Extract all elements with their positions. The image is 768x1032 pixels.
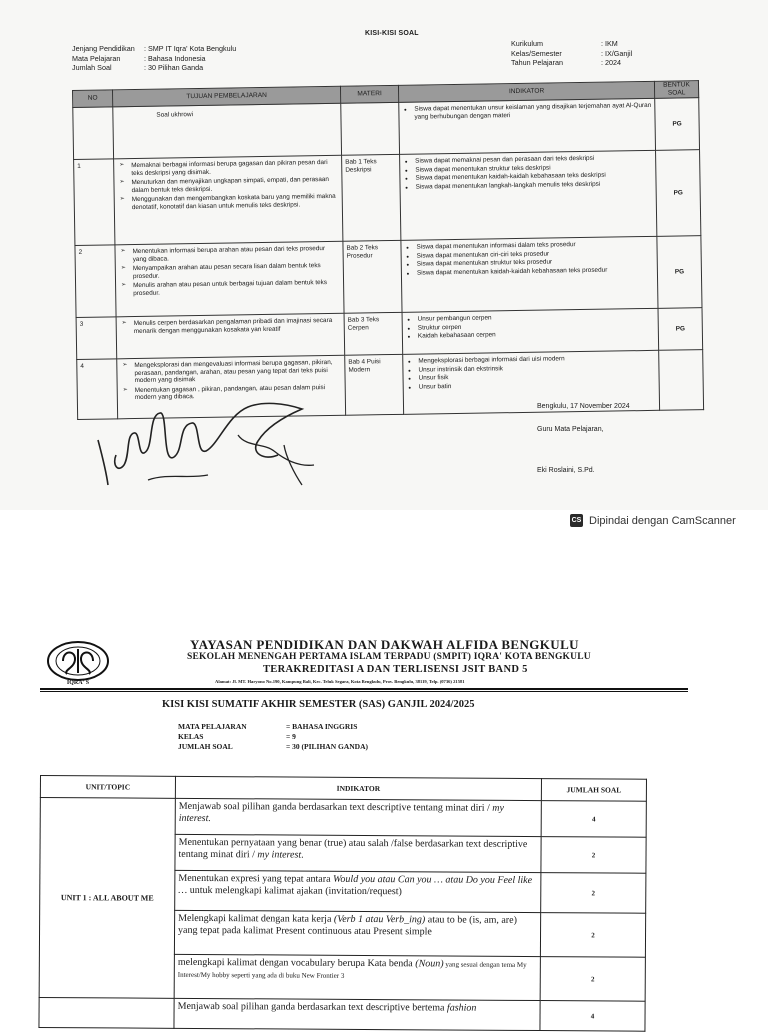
header-tujuan: TUJUAN PEMBELAJARAN	[113, 86, 341, 107]
list-item: ➢ Memaknai berbagai informasi berupa gagasan dan pikiran pesan dari teks deskripsi yang disimak.	[131, 159, 338, 177]
tujuan-text: Soal ukhrowi	[156, 111, 194, 119]
question-count: 2	[540, 957, 645, 1002]
list-item: ➢ Menuturkan dan menyajikan ungkapan simpati, empati, dan perasaan dalam bentuk teks deskripsi.	[131, 176, 338, 194]
meta-row-tahun: Tahun Pelajaran : 2024	[511, 58, 621, 67]
bentuk-soal: PG	[656, 150, 701, 237]
header-indikator: INDIKATOR	[398, 81, 654, 102]
table-row: Melengkapi kalimat dengan kata kerja (Verb 1 atau Verb_ing) atau to be (is, am, are) yang tepat pada kalimat Present continuous atau Present simple 2	[39, 910, 645, 958]
accreditation: TERAKREDITASI A DAN TERLISENSI JSIT BAND 5	[263, 664, 528, 675]
meta-row-jenjang: Jenjang Pendidikan : SMP IT Iqra' Kota Bengkulu	[72, 44, 237, 53]
bentuk-soal: PG	[655, 98, 700, 151]
list-item: ➢ Menulis cerpen berdasarkan pengalaman pribadi dan imajinasi secara menarik dengan menggunakan kosakata yan kreatif	[134, 317, 341, 335]
header-materi: MATERI	[340, 85, 398, 103]
right-meta-block	[511, 39, 632, 68]
kisi-table-indonesia	[72, 80, 704, 420]
list-item: ➢ Menentukan gagasan , pikiran, pandangan, atau pesan dalam puisi modern yang dibaca.	[135, 384, 342, 402]
meta-row-mapel: Mata Pelajaran : Bahasa Indonesia	[72, 53, 206, 63]
document-title-2: KISI KISI SUMATIF AKHIR SEMESTER (SAS) GANJIL 2024/2025	[162, 699, 475, 710]
table-row: Menjawab soal pilihan ganda berdasarkan text descriptive bertema fashion 4	[39, 997, 645, 1031]
list-item: • Unsur pembangun cerpen	[418, 312, 655, 323]
meta-row-kelas: Kelas/Semester : IX/Ganjil	[511, 48, 633, 58]
list-item: • Siswa dapat menentukan langkah-langkah menulis teks deskripsi	[416, 180, 653, 191]
list-item: ➢ Menggunakan dan mengembangkan koskata baru yang memiliki makna denotatif, konotatif dan kiasan untuk menulis teks deskripsi.	[132, 193, 339, 211]
camscanner-label: Dipindai dengan CamScanner	[589, 514, 736, 527]
table-row: Menentukan pernyataan yang benar (true) atau salah /false berdasarkan text descriptive tentang minat diri / my interest. 2	[40, 834, 646, 874]
teacher-role: Guru Mata Pelajaran,	[537, 426, 604, 433]
unit-cell: UNIT 1 : ALL ABOUT ME	[39, 798, 175, 999]
list-item: • Siswa dapat menentukan struktur teks deskripsi	[415, 162, 652, 173]
address: Alamat: Jl. MT. Haryono No.190, Kampung Bali, Kec. Teluk Segara, Kota Bengkulu, Prov. Bengkulu, 38119, Telp. (0736) 21581	[215, 679, 465, 684]
list-item: • Struktur cerpen	[418, 320, 655, 331]
document-title: KISI-KISI SOAL	[365, 30, 419, 37]
header-bentuk: BENTUK SOAL	[654, 81, 698, 99]
bentuk-soal: PG	[658, 308, 703, 351]
bentuk-soal: PG	[657, 236, 702, 309]
list-item: • Siswa dapat memaknai pesan dan perasaan dari teks deskripsi	[415, 154, 652, 165]
camscanner-badge	[570, 514, 736, 527]
list-item: • Unsur instrinsik dan ekstrinsik	[418, 362, 655, 373]
list-item: • Siswa dapat menentukan ciri-ciri teks prosedur	[417, 248, 654, 259]
list-item: • Siswa dapat menentukan struktur teks prosedur	[417, 257, 654, 268]
place-date: Bengkulu, 17 November 2024	[537, 403, 630, 410]
header-no: NO	[73, 90, 113, 108]
list-item: • Unsur fisik	[419, 371, 656, 382]
table-row: Menentukan expresi yang tepat antara Would you atau Can you … atau Do you Feel like … untuk melengkapi kalimat ajakan (invitation/request) 2	[40, 870, 646, 914]
meta-row-kelas: KELAS = 9	[178, 732, 296, 741]
question-count: 2	[541, 837, 646, 874]
org-name: YAYASAN PENDIDIKAN DAN DAKWAH ALFIDA BENGKULU	[190, 637, 579, 652]
meta-row-jumlah: Jumlah Soal : 30 Pilihan Ganda	[72, 63, 204, 72]
header-indikator: INDIKATOR	[175, 776, 541, 800]
header-divider	[40, 688, 688, 690]
list-item: • Siswa dapat menentukan informasi dalam teks prosedur	[416, 240, 653, 251]
list-item: ➢ Mengeksplorasi dan mengevaluasi informasi berupa gagasan, pikiran, perasaan, pandangan, arahan, atau pesan yang tepat dari teks puisi modern yang disimak	[134, 359, 341, 385]
table-row: 3 ➢ Menulis cerpen berdasarkan pengalaman pribadi dan imajinasi secara menarik dengan menggunakan kosakata yan kreatif Bab 3 Teks Cerpen • Unsur pembangun cerpen • Struktur cerpen • Kaidah kebahasaan cerpen PG	[76, 308, 703, 360]
table-row: 4 ➢ Mengeksplorasi dan mengevaluasi informasi berupa gagasan, pikiran, perasaan, pandangan, arahan, atau pesan yang tepat dari teks puisi modern yang disimak ➢ Menentukan gagasan , pikiran, pandangan, atau pesan dalam puisi modern yang dibaca. Bab 4 Puisi Modern • Mengeksplorasi berbagai informasi dari uisi modern • Unsur instrinsik dan ekstrinsik • Unsur fisik • Unsur batin	[77, 350, 704, 420]
camscanner-icon: CS	[570, 514, 583, 527]
bentuk-soal	[659, 350, 704, 411]
meta-block-2	[178, 722, 368, 752]
header-divider-thin	[40, 691, 688, 692]
question-count: 4	[541, 801, 646, 838]
list-item: • Mengeksplorasi berbagai informasi dari uisi modern	[418, 354, 655, 365]
signature-scribble	[88, 395, 348, 500]
question-count: 2	[540, 913, 645, 958]
meta-row-jumlah: JUMLAH SOAL = 30 (PILIHAN GANDA)	[178, 742, 368, 751]
question-count: 2	[541, 873, 646, 914]
list-item: • Kaidah kebahasaan cerpen	[418, 329, 655, 340]
header-unit: UNIT/TOPIC	[40, 776, 175, 799]
list-item: ➢ Menulis arahan atau pesan untuk berbagai tujuan dalam bentuk teks prosedur.	[133, 279, 340, 297]
table-row: melengkapi kalimat dengan vocabulary berupa Kata benda (Noun) yang sesuai dengan tema My Interest/My hobby seperti yang ada di buku New Frontier 3 2	[39, 953, 645, 1001]
table-row: UNIT 1 : ALL ABOUT ME Menjawab soal pilihan ganda berdasarkan text descriptive tentang minat diri / my interest. 4	[40, 798, 646, 838]
table-row: 1 ➢ Memaknai berbagai informasi berupa gagasan dan pikiran pesan dari teks deskripsi yang disimak. ➢ Menuturkan dan menyajikan ungkapan simpati, empati, dan perasaan dalam bentuk teks deskripsi. ➢ Menggunakan dan mengembangkan koskata baru yang memiliki makna denotatif, konotatif dan kiasan untuk menulis teks deskripsi. Bab 1 Teks Deskripsi • Siswa dapat memaknai pesan dan perasaan dari teks deskripsi • Siswa dapat menentukan struktur teks deskripsi • Siswa dapat menentukan kaidah-kaidah kebahasaan teks deskripsi • Siswa dapat menentukan langkah-langkah menulis teks deskripsi PG	[74, 150, 701, 246]
school-logo	[45, 640, 111, 686]
list-item: • Siswa dapat menentukan unsur keislaman yang disajikan terjemahan ayat Al-Quran yang berhubungan dengan materi	[414, 102, 651, 121]
meta-row-kurikulum: Kurikulum : IKM	[511, 39, 618, 48]
meta-row-mapel: MATA PELAJARAN = BAHASA INGGRIS	[178, 722, 358, 731]
table-row: 2 ➢ Menentukan informasi berupa arahan atau pesan dari teks prosedur yang dibaca. ➢ Menyampaikan arahan atau pesan secara lisan dalam bentuk teks prosedur. ➢ Menulis arahan atau pesan untuk berbagai tujuan dalam bentuk teks prosedur. Bab 2 Teks Prosedur • Siswa dapat menentukan informasi dalam teks prosedur • Siswa dapat menentukan ciri-ciri teks prosedur • Siswa dapat menentukan struktur teks prosedur • Siswa dapat menentukan kaidah-kaidah kebahasaan teks prosedur PG	[75, 236, 702, 318]
question-count: 4	[540, 1001, 645, 1032]
header-jumlah: JUMLAH SOAL	[541, 779, 646, 802]
teacher-name: Eki Roslaini, S.Pd.	[537, 467, 595, 474]
list-item: ➢ Menentukan informasi berupa arahan atau pesan dari teks prosedur yang dibaca.	[132, 245, 339, 263]
list-item: ➢ Menyampaikan arahan atau pesan secara lisan dalam bentuk teks prosedur.	[133, 262, 340, 280]
left-meta-block	[72, 44, 236, 73]
kisi-table-english	[38, 775, 647, 1032]
list-item: • Siswa dapat menentukan kaidah-kaidah kebahasaan teks prosedur	[417, 266, 654, 277]
list-item: • Unsur batin	[419, 380, 656, 391]
school-name: SEKOLAH MENENGAH PERTAMA ISLAM TERPADU (SMPIT) IQRA' KOTA BENGKULU	[187, 652, 591, 662]
logo-caption: IQRA' S	[66, 680, 90, 686]
list-item: • Siswa dapat menentukan kaidah-kaidah kebahasaan teks deskripsi	[415, 171, 652, 182]
